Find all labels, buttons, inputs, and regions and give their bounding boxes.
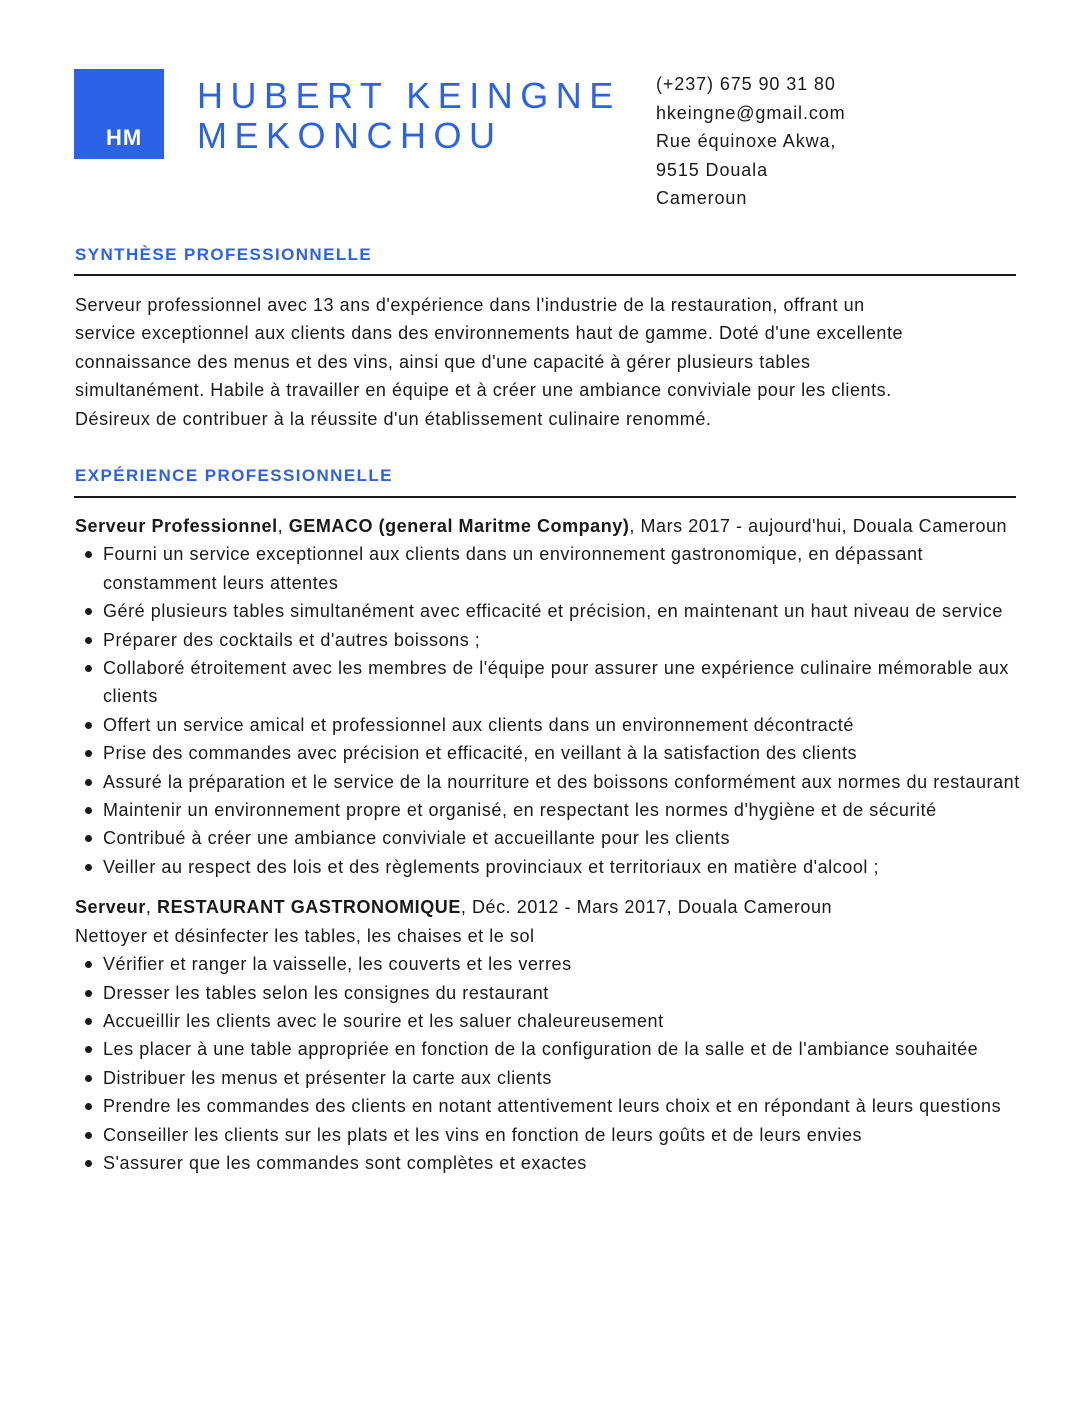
employer-name: RESTAURANT GASTRONOMIQUE xyxy=(157,897,461,918)
duty-item: Conseiller les clients sur les plats et les vins en fonction de leurs goûts et de leurs envies xyxy=(75,1121,1020,1149)
candidate-name xyxy=(197,76,637,156)
duty-item: Vérifier et ranger la vaisselle, les couverts et les verres xyxy=(75,950,1020,978)
experience-heading: EXPÉRIENCE PROFESSIONNELLE xyxy=(75,466,393,485)
summary-divider xyxy=(74,274,1016,276)
job-separator: , xyxy=(277,516,289,536)
job-duties xyxy=(75,950,1020,1177)
experience-divider xyxy=(74,496,1016,498)
summary-line: connaissance des menus et des vins, ainsi que d'une capacité à gérer plusieurs tables xyxy=(75,351,811,372)
duty-item: Préparer des cocktails et d'autres boissons ; xyxy=(75,626,1020,654)
duty-item: Maintenir un environnement propre et organisé, en respectant les normes d'hygiène et de sécurité xyxy=(75,796,1020,824)
job-title: Serveur Professionnel xyxy=(75,516,278,536)
duty-item: Collaboré étroitement avec les membres de l'équipe pour assurer une expérience culinaire mémorable aux clients xyxy=(75,654,1020,711)
job-header xyxy=(75,512,1020,540)
duty-item: Accueillir les clients avec le sourire et les saluer chaleureusement xyxy=(75,1007,1020,1035)
duty-item: Assuré la préparation et le service de la nourriture et des boissons conformément aux normes du restaurant xyxy=(75,768,1020,796)
duty-item: Fourni un service exceptionnel aux clients dans un environnement gastronomique, en dépassant constamment leurs attentes xyxy=(75,540,1020,597)
job-header xyxy=(75,893,1020,921)
phone-number: (+237) 675 90 31 80 xyxy=(656,74,836,94)
name-line-1: HUBERT KEINGNE xyxy=(197,75,621,116)
duty-item: Prise des commandes avec précision et efficacité, en veillant à la satisfaction des clients xyxy=(75,739,1020,767)
duty-item: Dresser les tables selon les consignes du restaurant xyxy=(75,979,1020,1007)
initials-text: HM xyxy=(106,125,143,150)
duty-item: Offert un service amical et professionnel aux clients dans un environnement décontracté xyxy=(75,711,1020,739)
duty-item: Contribué à créer une ambiance conviviale et accueillante pour les clients xyxy=(75,824,1020,852)
job-intro-duty: Nettoyer et désinfecter les tables, les chaises et le sol xyxy=(75,925,535,946)
job-dates-location: , Déc. 2012 - Mars 2017, Douala Cameroun xyxy=(460,897,833,918)
summary-text xyxy=(75,291,1020,433)
summary-line: service exceptionnel aux clients dans des environnements haut de gamme. Doté d'une excellente xyxy=(75,323,904,344)
summary-heading: SYNTHÈSE PROFESSIONNELLE xyxy=(75,245,373,264)
duty-item: Les placer à une table appropriée en fonction de la configuration de la salle et de l'ambiance souhaitée xyxy=(75,1035,1020,1063)
duty-item: Prendre les commandes des clients en notant attentivement leurs choix et en répondant à leurs questions xyxy=(75,1092,1020,1120)
summary-line: simultanément. Habile à travailler en équipe et à créer une ambiance conviviale pour les clients. xyxy=(75,380,892,401)
job-entry xyxy=(75,512,1020,881)
job-duties xyxy=(75,540,1020,881)
experience-list xyxy=(75,512,1020,1177)
job-separator: , xyxy=(145,897,158,918)
job-title: Serveur xyxy=(75,897,146,918)
summary-line: Désireux de contribuer à la réussite d'un établissement culinaire renommé. xyxy=(75,408,712,429)
job-dates-location: , Mars 2017 - aujourd'hui, Douala Cameroun xyxy=(629,516,1008,536)
duty-item: Veiller au respect des lois et des règlements provinciaux et territoriaux en matière d'alcool ; xyxy=(75,853,1020,881)
contact-block xyxy=(656,70,1036,213)
address-line-1: Rue équinoxe Akwa, xyxy=(656,131,837,151)
duty-item: S'assurer que les commandes sont complètes et exactes xyxy=(75,1149,1020,1177)
duty-item: Distribuer les menus et présenter la carte aux clients xyxy=(75,1064,1020,1092)
initials-badge xyxy=(74,69,164,159)
address-line-3: Cameroun xyxy=(656,188,748,208)
email-address: hkeingne@gmail.com xyxy=(656,102,846,123)
job-entry xyxy=(75,893,1020,1177)
address-line-2: 9515 Douala xyxy=(656,159,768,180)
summary-line: Serveur professionnel avec 13 ans d'expérience dans l'industrie de la restauration, offrant un xyxy=(75,295,865,315)
employer-name: GEMACO (general Maritme Company) xyxy=(288,516,630,536)
name-line-2: MEKONCHOU xyxy=(197,115,503,156)
duty-item: Géré plusieurs tables simultanément avec efficacité et précision, en maintenant un haut niveau de service xyxy=(75,597,1020,625)
